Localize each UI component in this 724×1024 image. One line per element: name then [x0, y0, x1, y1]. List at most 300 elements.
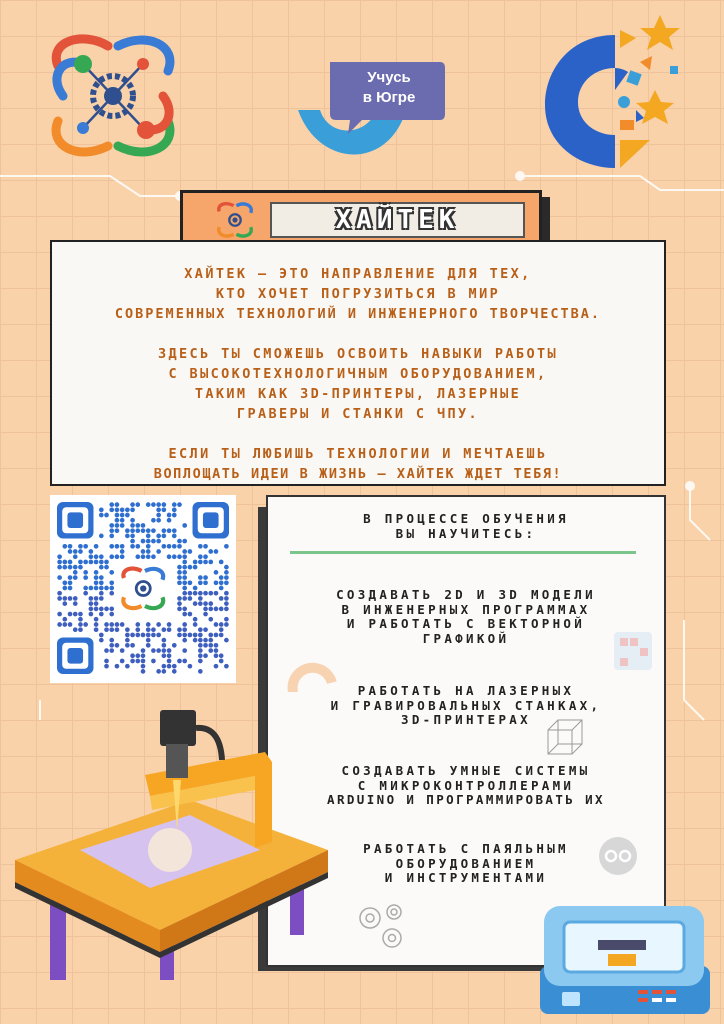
qr-module — [182, 575, 187, 580]
qr-module — [188, 565, 193, 570]
qr-module — [135, 659, 140, 664]
qr-module — [109, 523, 114, 528]
qr-module — [109, 534, 114, 539]
qr-module — [73, 554, 78, 559]
qr-module — [203, 554, 208, 559]
qr-module — [99, 633, 104, 638]
qr-module — [130, 643, 135, 648]
qr-module — [198, 643, 203, 648]
qr-module — [57, 554, 62, 559]
star-c-logo — [540, 10, 690, 170]
qr-module — [182, 622, 187, 627]
qr-module — [104, 659, 109, 664]
qr-module — [115, 507, 120, 512]
qr-module — [125, 627, 130, 632]
qr-module — [68, 549, 73, 554]
qr-module — [130, 507, 135, 512]
qr-finder — [57, 502, 93, 538]
qr-module — [188, 612, 193, 617]
qr-module — [151, 539, 156, 544]
qr-module — [104, 607, 109, 612]
heading-line: ВЫ НАУЧИТЕСЬ: — [395, 525, 537, 541]
qr-module — [177, 570, 182, 575]
qr-module — [156, 622, 161, 627]
qr-module — [99, 596, 104, 601]
qr-module — [224, 580, 229, 585]
qr-module — [135, 622, 140, 627]
qr-module — [57, 596, 62, 601]
qr-module — [208, 617, 213, 622]
qr-module — [99, 575, 104, 580]
qr-module — [125, 638, 130, 643]
qr-module — [99, 607, 104, 612]
qr-module — [198, 580, 203, 585]
qr-module — [182, 523, 187, 528]
qr-module — [89, 601, 94, 606]
qr-module — [188, 580, 193, 585]
intro-line: С ВЫСОКОТЕХНОЛОГИЧНЫМ ОБОРУДОВАНИЕМ, — [168, 366, 548, 382]
qr-module — [177, 659, 182, 664]
qr-module — [198, 596, 203, 601]
qr-module — [115, 513, 120, 518]
qr-module — [172, 544, 177, 549]
qr-module — [156, 502, 161, 507]
qr-module — [68, 622, 73, 627]
qr-module — [151, 659, 156, 664]
qr-module — [167, 653, 172, 658]
qr-module — [62, 544, 67, 549]
item-line: ARDUINO И ПРОГРАММИРОВАТЬ ИХ — [327, 792, 605, 807]
qr-module — [57, 560, 62, 565]
qr-module — [73, 627, 78, 632]
qr-module — [162, 528, 167, 533]
qr-module — [141, 664, 146, 669]
qr-module — [151, 528, 156, 533]
qr-module — [162, 643, 167, 648]
qr-module — [156, 539, 161, 544]
qr-module — [214, 607, 219, 612]
qr-module — [99, 565, 104, 570]
qr-module — [146, 622, 151, 627]
qr-module — [162, 627, 167, 632]
qr-module — [167, 554, 172, 559]
qr-module — [177, 601, 182, 606]
qr-module — [193, 591, 198, 596]
qr-module — [214, 622, 219, 627]
qr-module — [193, 638, 198, 643]
gear-network-logo — [38, 26, 188, 166]
qr-module — [78, 560, 83, 565]
badge-text — [335, 68, 443, 108]
qr-module — [193, 617, 198, 622]
qr-module — [162, 669, 167, 674]
qr-module — [141, 648, 146, 653]
qr-module — [115, 523, 120, 528]
qr-module — [182, 580, 187, 585]
qr-module — [125, 507, 130, 512]
qr-module — [219, 633, 224, 638]
qr-module — [198, 659, 203, 664]
qr-module — [156, 669, 161, 674]
qr-module — [177, 627, 182, 632]
qr-module — [104, 513, 109, 518]
qr-module — [62, 622, 67, 627]
qr-module — [219, 596, 224, 601]
qr-module — [141, 523, 146, 528]
intro-line: СОВРЕМЕННЫХ ТЕХНОЛОГИЙ И ИНЖЕНЕРНОГО ТВОРЧЕСТВА. — [114, 306, 602, 322]
qr-module — [193, 633, 198, 638]
qr-module — [141, 659, 146, 664]
qr-module — [115, 622, 120, 627]
qr-module — [203, 544, 208, 549]
intro-paragraph-2 — [52, 344, 664, 424]
item-line: 3D-ПРИНТЕРАХ — [401, 712, 531, 727]
qr-module — [208, 601, 213, 606]
laser-engraver-illustration — [10, 700, 330, 990]
intro-line: ГРАВЕРЫ И СТАНКИ С ЧПУ. — [236, 406, 480, 422]
qr-module — [89, 560, 94, 565]
qr-module — [162, 648, 167, 653]
qr-module — [182, 607, 187, 612]
qr-module — [94, 586, 99, 591]
qr-module — [141, 539, 146, 544]
qr-module — [104, 627, 109, 632]
qr-module — [120, 513, 125, 518]
qr-module — [115, 518, 120, 523]
qr-module — [68, 560, 73, 565]
qr-code[interactable] — [50, 495, 236, 683]
qr-module — [224, 638, 229, 643]
qr-module — [125, 528, 130, 533]
qr-module — [224, 570, 229, 575]
qr-module — [198, 653, 203, 658]
qr-module — [83, 622, 88, 627]
panel-divider — [290, 551, 636, 554]
qr-module — [109, 622, 114, 627]
qr-module — [219, 586, 224, 591]
qr-module — [214, 643, 219, 648]
qr-module — [73, 612, 78, 617]
qr-module — [193, 560, 198, 565]
qr-module — [89, 607, 94, 612]
qr-module — [109, 591, 114, 596]
qr-module — [73, 565, 78, 570]
qr-module — [109, 607, 114, 612]
item-line: С МИКРОКОНТРОЛЛЕРАМИ — [357, 777, 575, 793]
qr-module — [94, 580, 99, 585]
qr-module — [208, 607, 213, 612]
intro-line: ХАЙТЕК — ЭТО НАПРАВЛЕНИЕ ДЛЯ ТЕХ, — [184, 266, 532, 282]
qr-module — [214, 653, 219, 658]
qr-module — [83, 570, 88, 575]
qr-module — [219, 653, 224, 658]
qr-module — [208, 633, 213, 638]
qr-module — [104, 565, 109, 570]
qr-module — [109, 612, 114, 617]
qr-module — [208, 560, 213, 565]
qr-module — [162, 544, 167, 549]
qr-module — [104, 664, 109, 669]
qr-module — [182, 627, 187, 632]
qr-module — [203, 607, 208, 612]
qr-module — [219, 627, 224, 632]
qr-module — [94, 560, 99, 565]
qr-module — [203, 643, 208, 648]
qr-module — [120, 523, 125, 528]
qr-module — [109, 643, 114, 648]
qr-module — [78, 617, 83, 622]
qr-module — [115, 544, 120, 549]
qr-module — [177, 565, 182, 570]
qr-module — [115, 528, 120, 533]
qr-module — [83, 544, 88, 549]
qr-module — [167, 544, 172, 549]
heading-line: В ПРОЦЕССЕ ОБУЧЕНИЯ — [363, 511, 569, 526]
qr-module — [167, 627, 172, 632]
qr-module — [94, 601, 99, 606]
qr-module — [120, 507, 125, 512]
learn-heading-text — [268, 512, 664, 541]
qr-module — [115, 554, 120, 559]
qr-module — [193, 622, 198, 627]
arduino-icon — [598, 836, 638, 876]
qr-module — [224, 565, 229, 570]
qr-module — [162, 502, 167, 507]
qr-module — [94, 607, 99, 612]
qr-module — [99, 554, 104, 559]
qr-module — [94, 622, 99, 627]
qr-module — [99, 612, 104, 617]
qr-module — [198, 648, 203, 653]
qr-module — [120, 622, 125, 627]
qr-module — [68, 580, 73, 585]
qr-module — [83, 591, 88, 596]
qr-module — [141, 549, 146, 554]
learn-heading — [268, 512, 664, 541]
qr-module — [125, 643, 130, 648]
qr-module — [73, 549, 78, 554]
intro-line: ТАКИМ КАК 3D-ПРИНТЕРЫ, ЛАЗЕРНЫЕ — [194, 386, 522, 402]
qr-module — [57, 565, 62, 570]
qr-module — [182, 596, 187, 601]
qr-module — [94, 617, 99, 622]
qr-module — [208, 591, 213, 596]
qr-module — [62, 586, 67, 591]
qr-module — [208, 549, 213, 554]
qr-module — [156, 534, 161, 539]
intro-box — [50, 240, 666, 486]
qr-module — [203, 653, 208, 658]
qr-module — [214, 570, 219, 575]
qr-module — [109, 502, 114, 507]
uchus-v-yugre-logo — [290, 22, 450, 168]
qr-module — [167, 664, 172, 669]
qr-module — [89, 612, 94, 617]
qr-module — [141, 669, 146, 674]
qr-module — [99, 507, 104, 512]
qr-module — [162, 507, 167, 512]
qr-module — [214, 648, 219, 653]
qr-module — [224, 575, 229, 580]
qr-module — [177, 580, 182, 585]
qr-module — [182, 648, 187, 653]
qr-module — [172, 528, 177, 533]
qr-module — [198, 627, 203, 632]
qr-module — [73, 570, 78, 575]
qr-module — [172, 502, 177, 507]
qr-center-logo — [123, 569, 163, 609]
qr-module — [135, 627, 140, 632]
qr-module — [104, 586, 109, 591]
qr-module — [73, 601, 78, 606]
qr-module — [177, 544, 182, 549]
qr-module — [89, 596, 94, 601]
qr-module — [62, 580, 67, 585]
qr-module — [198, 560, 203, 565]
qr-module — [177, 539, 182, 544]
badge-line-1: Учусь — [367, 69, 411, 86]
qr-module — [57, 575, 62, 580]
qr-module — [203, 601, 208, 606]
qr-module — [130, 653, 135, 658]
qr-module — [78, 544, 83, 549]
qr-module — [156, 549, 161, 554]
qr-module — [198, 554, 203, 559]
qr-module — [68, 565, 73, 570]
qr-module — [198, 575, 203, 580]
qr-module — [198, 591, 203, 596]
qr-module — [120, 659, 125, 664]
qr-module — [182, 554, 187, 559]
qr-module — [167, 518, 172, 523]
qr-module — [188, 596, 193, 601]
qr-module — [109, 507, 114, 512]
qr-module — [109, 544, 114, 549]
qr-module — [167, 622, 172, 627]
qr-module — [78, 565, 83, 570]
item-line: РАБОТАТЬ С ПАЯЛЬНЫМ — [363, 841, 569, 856]
qr-module — [125, 513, 130, 518]
qr-module — [141, 528, 146, 533]
qr-module — [146, 544, 151, 549]
title-plate — [270, 202, 525, 238]
qr-module — [182, 549, 187, 554]
qr-module — [219, 560, 224, 565]
qr-module — [203, 591, 208, 596]
qr-module — [146, 528, 151, 533]
qr-module — [89, 586, 94, 591]
qr-module — [125, 664, 130, 669]
qr-module — [120, 549, 125, 554]
qr-finder — [57, 638, 93, 674]
qr-module — [68, 612, 73, 617]
qr-module — [208, 638, 213, 643]
qr-module — [99, 586, 104, 591]
qr-module — [130, 518, 135, 523]
qr-module — [214, 549, 219, 554]
qr-module — [125, 534, 130, 539]
qr-module — [120, 648, 125, 653]
qr-module — [120, 518, 125, 523]
qr-module — [219, 622, 224, 627]
qr-module — [78, 627, 83, 632]
qr-module — [99, 580, 104, 585]
intro-paragraph-3 — [52, 444, 664, 484]
qr-module — [177, 554, 182, 559]
qr-module — [146, 633, 151, 638]
qr-module — [109, 554, 114, 559]
qr-finder — [193, 502, 229, 538]
qr-module — [177, 502, 182, 507]
qr-module — [151, 502, 156, 507]
qr-module — [224, 664, 229, 669]
qr-module — [57, 622, 62, 627]
qr-module — [83, 575, 88, 580]
qr-module — [62, 601, 67, 606]
qr-module — [198, 601, 203, 606]
qr-module — [188, 664, 193, 669]
qr-module — [130, 544, 135, 549]
qr-module — [115, 627, 120, 632]
qr-module — [156, 513, 161, 518]
qr-module — [125, 633, 130, 638]
qr-module — [89, 549, 94, 554]
qr-module — [167, 513, 172, 518]
qr-module — [94, 627, 99, 632]
qr-module — [109, 627, 114, 632]
qr-module — [203, 560, 208, 565]
qr-module — [141, 554, 146, 559]
qr-module — [94, 554, 99, 559]
page-title: ХАЙТЕК — [335, 205, 460, 235]
qr-module — [182, 539, 187, 544]
qr-module — [68, 544, 73, 549]
qr-module — [177, 596, 182, 601]
qr-module — [208, 643, 213, 648]
qr-module — [109, 570, 114, 575]
qr-module — [219, 580, 224, 585]
qr-module — [94, 544, 99, 549]
qr-module — [135, 502, 140, 507]
qr-module — [162, 664, 167, 669]
qr-module — [57, 591, 62, 596]
qr-module — [172, 643, 177, 648]
qr-module — [214, 591, 219, 596]
qr-module — [104, 648, 109, 653]
qr-module — [130, 528, 135, 533]
qr-module — [224, 591, 229, 596]
qr-module — [162, 534, 167, 539]
item-line: В ИНЖЕНЕРНЫХ ПРОГРАММАХ — [341, 601, 591, 617]
qr-module — [182, 560, 187, 565]
qr-module — [172, 513, 177, 518]
qr-module — [172, 669, 177, 674]
item-line: И ИНСТРУМЕНТАМИ — [384, 870, 548, 885]
qr-pattern — [50, 495, 236, 683]
protractor-icon — [282, 652, 340, 692]
qr-module — [224, 544, 229, 549]
qr-module — [156, 633, 161, 638]
qr-module — [94, 596, 99, 601]
qr-module — [214, 664, 219, 669]
qr-module — [156, 648, 161, 653]
qr-module — [115, 664, 120, 669]
qr-module — [203, 612, 208, 617]
qr-module — [162, 638, 167, 643]
cube-outline-icon — [542, 716, 588, 762]
qr-module — [208, 648, 213, 653]
qr-module — [224, 601, 229, 606]
